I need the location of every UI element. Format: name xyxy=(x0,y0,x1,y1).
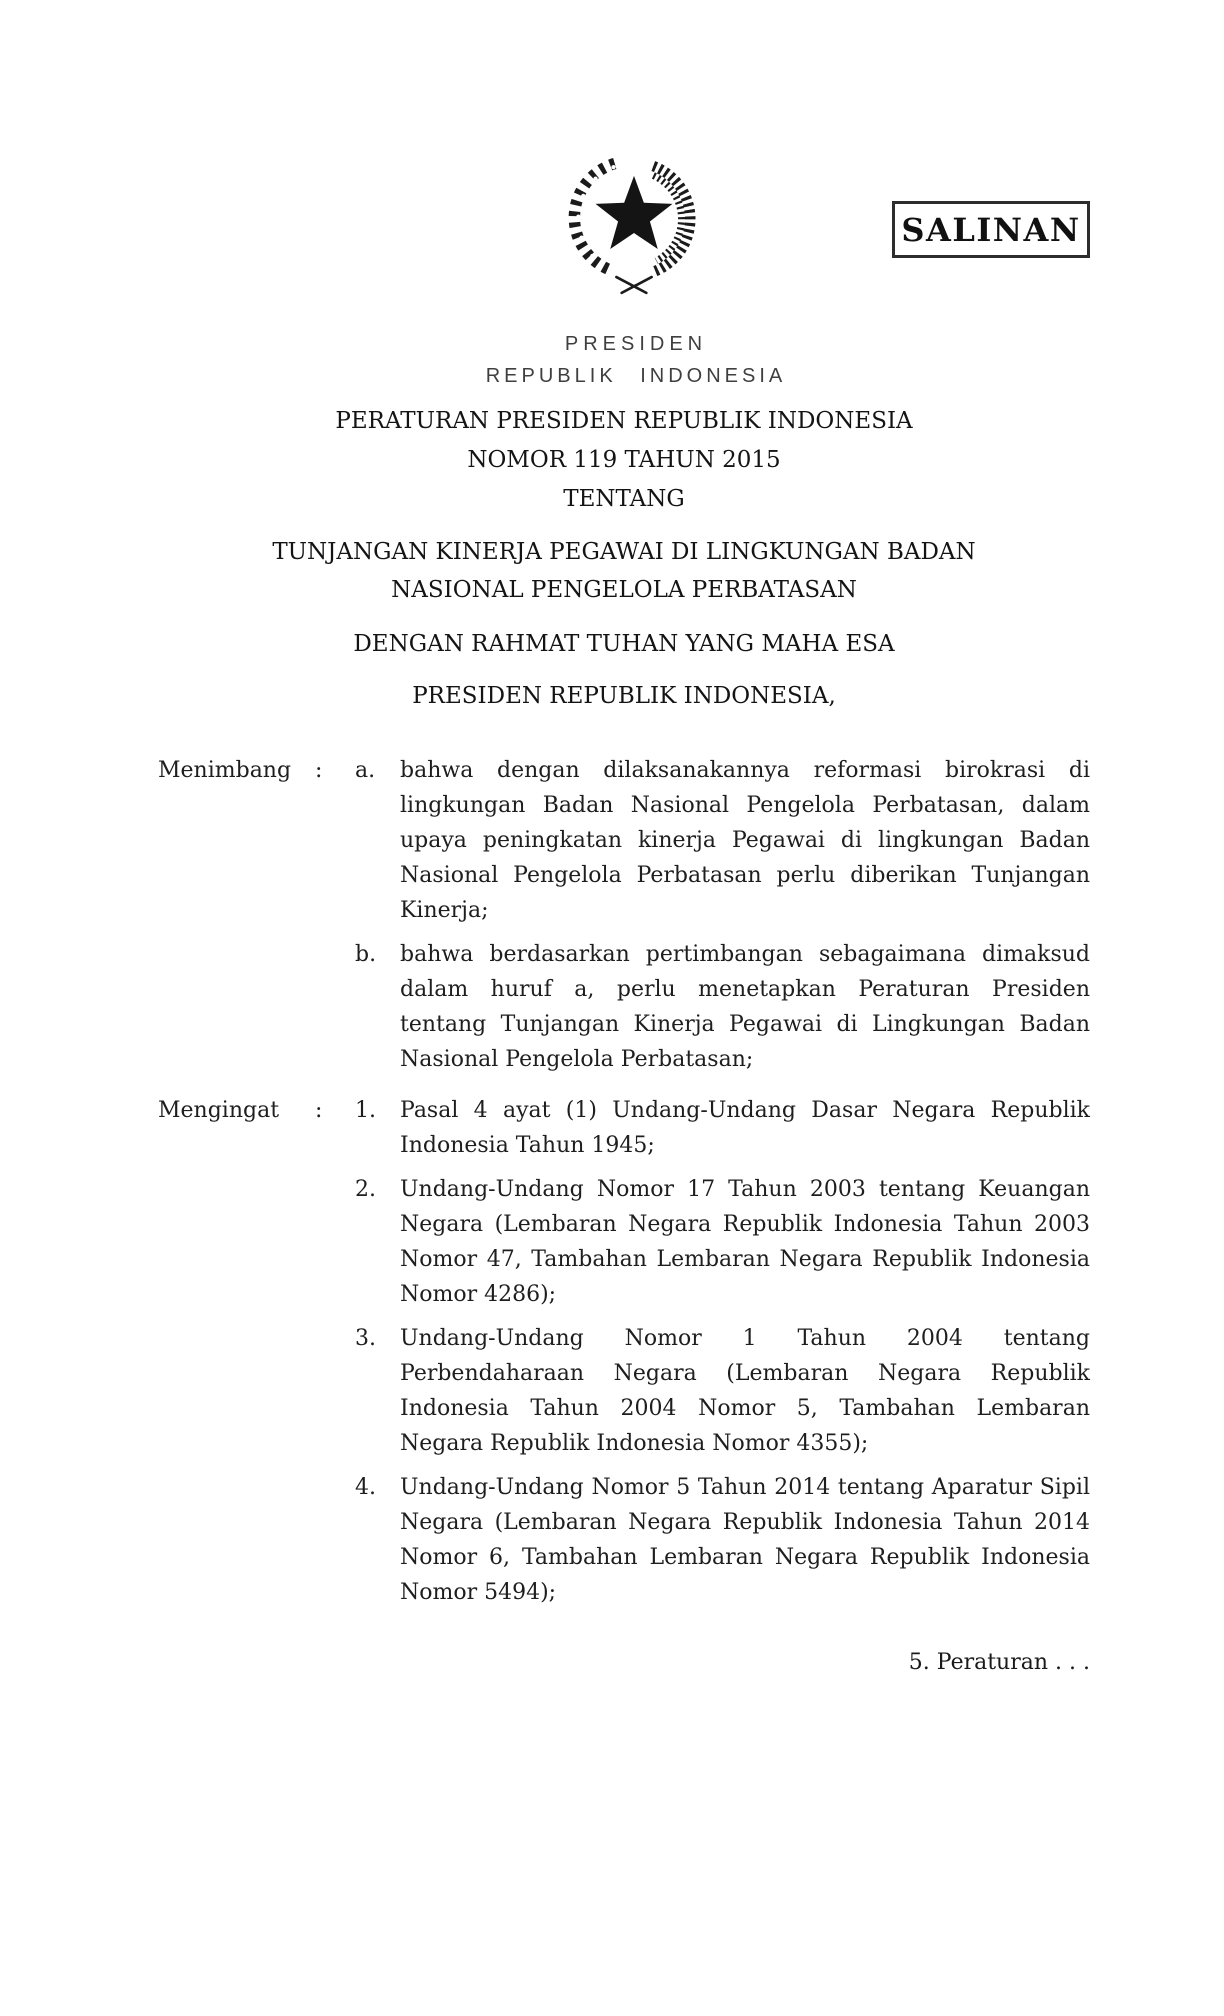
page-catchword: 5. Peraturan . . . xyxy=(908,1650,1090,1675)
mengingat-colon: : xyxy=(315,1098,323,1123)
wreath-stems-icon xyxy=(616,277,651,293)
item-text: bahwa dengan dilaksanakannya reformasi birokrasi di lingkungan Badan Nasional Pengelola Perbatasan, dalam upaya peningkatan kinerja Pegawai di lingkungan Badan Nasional Pengelola Perbatasan perlu diberikan Tunjangan Kinerja; xyxy=(400,758,1090,923)
subject-line2: NASIONAL PENGELOLA PERBATASAN xyxy=(391,577,857,603)
letterhead-presiden: PRESIDEN xyxy=(564,333,708,355)
regulation-subject-block xyxy=(158,533,1090,609)
invocation-line: DENGAN RAHMAT TUHAN YANG MAHA ESA xyxy=(353,631,895,657)
item-marker: 2. xyxy=(355,1177,376,1202)
tentang-line: TENTANG xyxy=(563,486,685,512)
mengingat-item-2 xyxy=(355,1172,1090,1312)
item-marker: 3. xyxy=(355,1326,376,1351)
letterhead-republik-indonesia: REPUBLIK INDONESIA xyxy=(485,365,787,387)
item-text: Undang-Undang Nomor 17 Tahun 2003 tentang Keuangan Negara (Lembaran Negara Republik Indonesia Tahun 2003 Nomor 47, Tambahan Lembaran Negara Republik Indonesia Nomor 4286); xyxy=(400,1177,1090,1307)
presidential-emblem xyxy=(168,0,1100,302)
mengingat-item-4 xyxy=(355,1470,1090,1610)
mengingat-items xyxy=(355,1093,1090,1610)
item-text: Undang-Undang Nomor 1 Tahun 2004 tentang Perbendaharaan Negara (Lembaran Negara Republik Indonesia Tahun 2004 Nomor 5, Tambahan Lembaran Negara Republik Indonesia Nomor 4355); xyxy=(400,1326,1090,1456)
item-marker: b. xyxy=(355,942,377,967)
star-wreath-emblem-icon xyxy=(546,150,722,302)
regulation-number-line: NOMOR 119 TAHUN 2015 xyxy=(467,447,781,473)
item-marker: 4. xyxy=(355,1475,376,1500)
item-marker: 1. xyxy=(355,1098,376,1123)
menimbang-item-a xyxy=(355,753,1090,928)
regulation-title-line1: PERATURAN PRESIDEN REPUBLIK INDONESIA xyxy=(335,408,913,434)
salinan-stamp-label: SALINAN xyxy=(901,210,1081,249)
menimbang-colon: : xyxy=(315,758,323,783)
item-text: Undang-Undang Nomor 5 Tahun 2014 tentang Aparatur Sipil Negara (Lembaran Negara Republik Indonesia Tahun 2014 Nomor 6, Tambahan Lembaran Negara Republik Indonesia Nomor 5494); xyxy=(400,1475,1090,1605)
item-marker: a. xyxy=(355,758,376,783)
authority-line: PRESIDEN REPUBLIK INDONESIA, xyxy=(412,683,836,709)
star-icon xyxy=(596,176,673,249)
regulation-title-block xyxy=(158,402,1090,519)
mengingat-item-1 xyxy=(355,1093,1090,1163)
menimbang-items xyxy=(355,753,1090,1077)
menimbang-label: Menimbang xyxy=(158,758,292,783)
item-text: bahwa berdasarkan pertimbangan sebagaimana dimaksud dalam huruf a, perlu menetapkan Peraturan Presiden tentang Tunjangan Kinerja Pegawai di Lingkungan Badan Nasional Pengelola Perbatasan; xyxy=(400,942,1090,1072)
subject-line1: TUNJANGAN KINERJA PEGAWAI DI LINGKUNGAN BADAN xyxy=(272,539,976,565)
mengingat-label: Mengingat xyxy=(158,1098,280,1123)
mengingat-section xyxy=(158,1093,1090,1610)
menimbang-item-b xyxy=(355,937,1090,1077)
mengingat-item-3 xyxy=(355,1321,1090,1461)
letterhead xyxy=(170,332,1102,388)
item-text: Pasal 4 ayat (1) Undang-Undang Dasar Negara Republik Indonesia Tahun 1945; xyxy=(400,1098,1090,1158)
menimbang-section xyxy=(158,753,1090,1077)
